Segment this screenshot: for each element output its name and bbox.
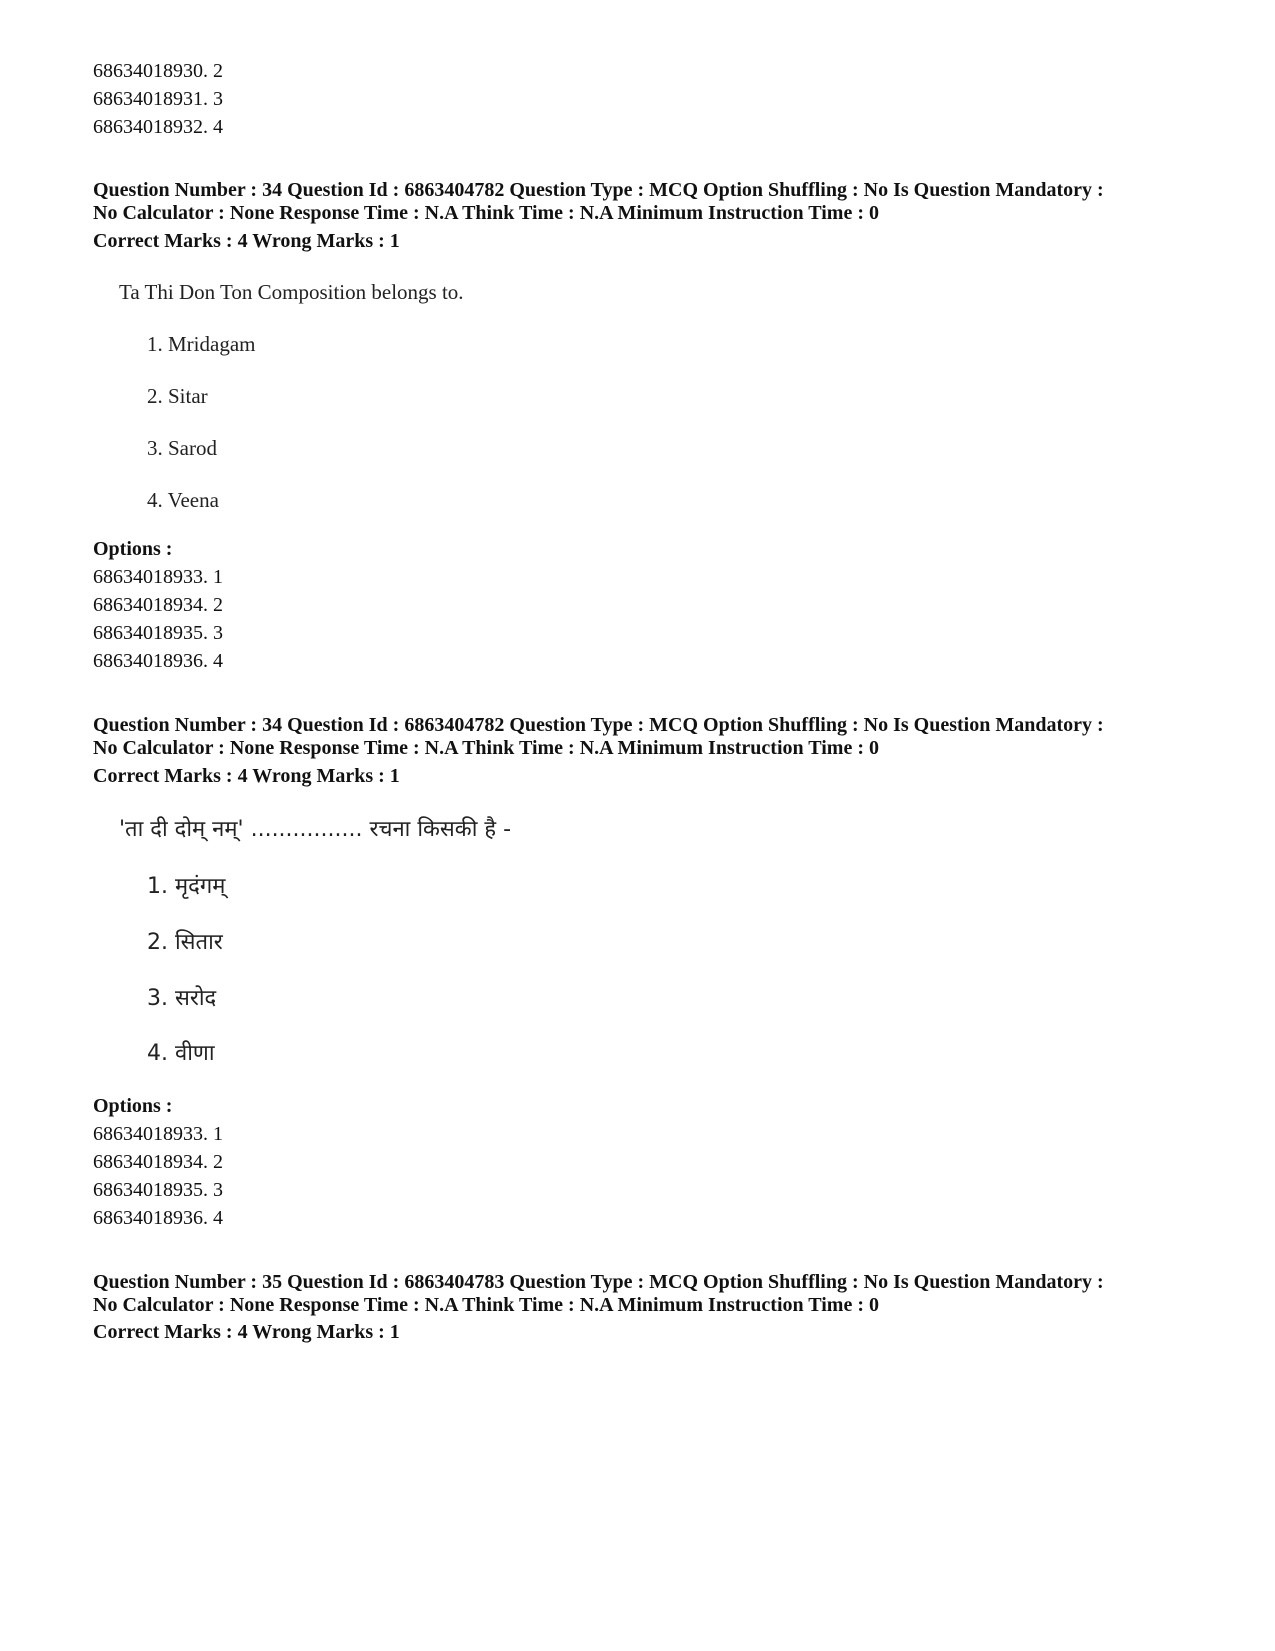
question-choice: 4. वीणा — [147, 1041, 215, 1066]
question-header: Question Number : 35 Question Id : 6863404783 Question Type : MCQ Option Shuffling : No Is Question Mandatory : — [93, 1271, 1104, 1293]
question-choice: 3. Sarod — [147, 436, 217, 460]
question-choice: 1. Mridagam — [147, 332, 256, 356]
question-header: No Calculator : None Response Time : N.A Think Time : N.A Minimum Instruction Time : 0 — [93, 202, 879, 224]
option-line: 68634018930. 2 — [93, 60, 223, 82]
question-text: 'ता दी दोम् नम्' ................ रचना किसकी है - — [119, 817, 512, 842]
option-line: 68634018933. 1 — [93, 1123, 223, 1145]
question-choice: 1. मृदंगम् — [147, 874, 226, 899]
options-label: Options : — [93, 538, 173, 560]
option-line: 68634018936. 4 — [93, 650, 223, 672]
option-line: 68634018935. 3 — [93, 1179, 223, 1201]
option-line: 68634018933. 1 — [93, 566, 223, 588]
option-line: 68634018934. 2 — [93, 594, 223, 616]
question-choice: 3. सरोद — [147, 986, 217, 1011]
question-header: Question Number : 34 Question Id : 6863404782 Question Type : MCQ Option Shuffling : No Is Question Mandatory : — [93, 179, 1104, 201]
question-marks: Correct Marks : 4 Wrong Marks : 1 — [93, 1321, 400, 1343]
option-line: 68634018936. 4 — [93, 1207, 223, 1229]
question-text: Ta Thi Don Ton Composition belongs to. — [119, 280, 464, 304]
question-marks: Correct Marks : 4 Wrong Marks : 1 — [93, 765, 400, 787]
question-choice: 4. Veena — [147, 488, 219, 512]
question-choice: 2. Sitar — [147, 384, 208, 408]
question-header: Question Number : 34 Question Id : 6863404782 Question Type : MCQ Option Shuffling : No Is Question Mandatory : — [93, 714, 1104, 736]
question-header: No Calculator : None Response Time : N.A Think Time : N.A Minimum Instruction Time : 0 — [93, 737, 879, 759]
option-line: 68634018935. 3 — [93, 622, 223, 644]
option-line: 68634018934. 2 — [93, 1151, 223, 1173]
options-label: Options : — [93, 1095, 173, 1117]
option-line: 68634018931. 3 — [93, 88, 223, 110]
question-choice: 2. सितार — [147, 930, 223, 955]
question-header: No Calculator : None Response Time : N.A Think Time : N.A Minimum Instruction Time : 0 — [93, 1294, 879, 1316]
question-marks: Correct Marks : 4 Wrong Marks : 1 — [93, 230, 400, 252]
option-line: 68634018932. 4 — [93, 116, 223, 138]
